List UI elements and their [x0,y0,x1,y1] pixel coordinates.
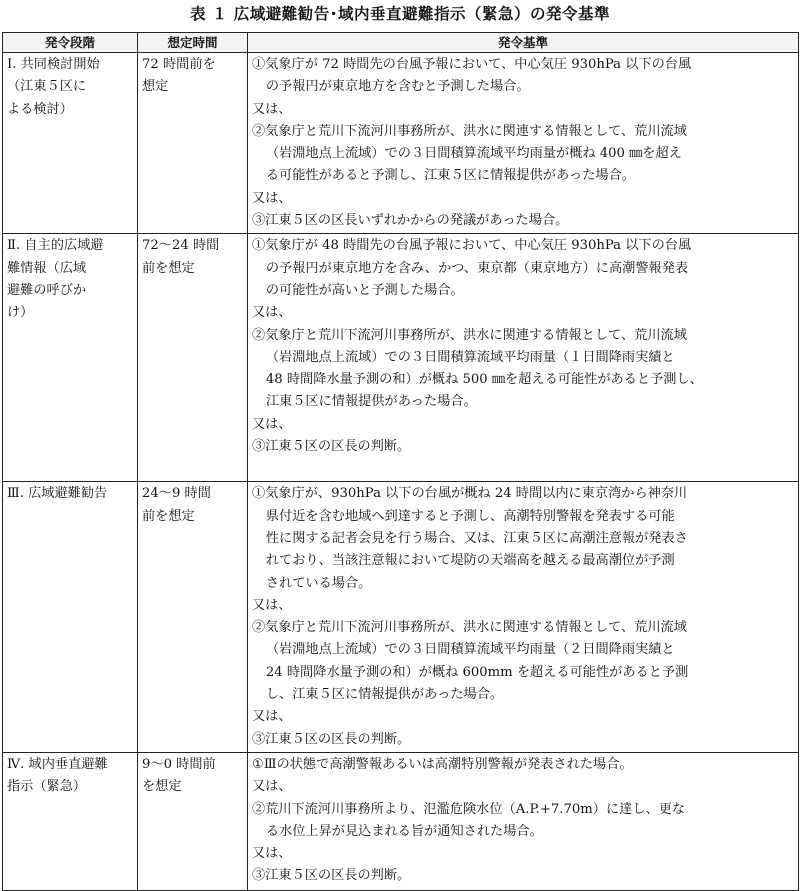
criteria-line: ②気象庁と荒川下流河川事務所が、洪水に関連する情報として、荒川流域 [252,620,687,636]
criteria-line: の予報円が東京地方を含み、かつ、東京都（東京地方）に高潮警報発表 [265,260,689,276]
time-cell: 72～24 時間 前を想定 [138,234,248,482]
or-connector: 又は、 [252,597,292,613]
criteria-line: ①気象庁が 72 時間先の台風予報において、中心気圧 930hPa 以下の台風 [252,57,692,72]
criteria-line: されている場合。 [265,575,372,591]
criteria-line: る水位上昇が見込まれる旨が通知された場合。 [265,823,543,839]
time-cell: 24～9 時間 前を想定 [138,482,248,753]
header-criteria: 発令基準 [248,33,799,53]
criteria-line: ②気象庁と荒川下流河川事務所が、洪水に関連する情報として、荒川流域 [252,327,687,343]
criteria-line: の可能性が高いと予測した場合。 [265,282,464,298]
table-title: 表 １ 広域避難勧告･域内垂直避難指示（緊急）の発令基準 [189,5,611,23]
header-stage: 発令段階 [3,33,138,53]
criteria-line: る可能性があると予測し、江東５区に情報提供があった場合。 [265,168,635,184]
criteria-cell [248,234,799,482]
criteria-line: 江東５区に情報提供があった場合。 [265,394,477,410]
criteria-line: ③江東５区の区長の判断。 [252,868,411,884]
criteria-cell [248,482,799,753]
time-cell: 72 時間前を 想定 [138,53,248,234]
time-cell: 9～0 時間前 を想定 [138,752,248,890]
criteria-line: （岩淵地点上流域）での３日間積算流域平均雨量（１日間降雨実績と [265,349,675,365]
stage-cell: Ⅱ. 自主的広域避 難情報（広域 避難の呼びか け） [3,234,138,482]
or-connector: 又は、 [252,709,292,725]
criteria-line: ②荒川下流河川事務所より、氾濫危険水位（A.P.+7.70m）に達し、更な [252,801,686,817]
criteria-line: ③江東５区の区長の判断。 [252,439,411,455]
header-row [3,33,799,53]
stage-cell: Ⅲ. 広域避難勧告 [3,482,138,753]
table-row [3,752,799,890]
criteria-cell [248,752,799,890]
or-connector: 又は、 [252,779,292,795]
header-time: 想定時間 [138,33,248,53]
stage-cell: Ⅰ. 共同検討開始 （江東５区に よる検討） [3,53,138,234]
criteria-line: 48 時間降水量予測の和）が概ね 500 ㎜を超える可能性があると予測し、 [265,372,703,388]
criteria-line: ①気象庁が、930hPa 以下の台風が概ね 24 時間以内に東京湾から神奈川 [252,486,688,502]
table-row [3,482,799,753]
or-connector: 又は、 [252,305,292,321]
criteria-line: ①Ⅲの状態で高潮警報あるいは高潮特別警報が発表された場合。 [252,756,633,772]
or-connector: 又は、 [252,416,292,432]
criteria-line: 県付近を含む地域へ到達すると予測し、高潮特別警報を発表する可能 [265,508,675,524]
criteria-line: ③江東５区の区長の判断。 [252,731,411,747]
criteria-line: ①気象庁が 48 時間先の台風予報において、中心気圧 930hPa 以下の台風 [252,238,692,254]
criteria-line: 24 時間降水量予測の和）が概ね 600mm を超える可能性があると予測 [265,664,689,680]
table-row [3,53,799,234]
criteria-line: （岩淵地点上流域）での３日間積算流域平均雨量（２日間降雨実績と [265,642,675,658]
criteria-cell [248,53,799,234]
or-connector: 又は、 [252,190,292,206]
criteria-line: し、江東５区に情報提供があった場合。 [265,687,504,703]
or-connector: 又は、 [252,846,292,862]
evacuation-criteria-table [2,32,799,891]
criteria-line: れており、当該注意報において堤防の天端高を越える最高潮位が予測 [265,553,675,569]
stage-cell: Ⅳ. 域内垂直避難 指示（緊急） [3,752,138,890]
criteria-line: ③江東５区の区長いずれかからの発議があった場合。 [252,213,569,229]
or-connector: 又は、 [252,101,292,117]
criteria-line: 性に関する記者会見を行う場合、又は、江東５区に高潮注意報が発表さ [265,530,688,546]
criteria-line: の予報円が東京地方を含むと予測した場合。 [265,79,530,95]
table-row [3,234,799,482]
criteria-line: ②気象庁と荒川下流河川事務所が、洪水に関連する情報として、荒川流域 [252,123,687,139]
criteria-line: （岩淵地点上流域）での３日間積算流域平均雨量が概ね 400 ㎜を超え [265,146,682,162]
